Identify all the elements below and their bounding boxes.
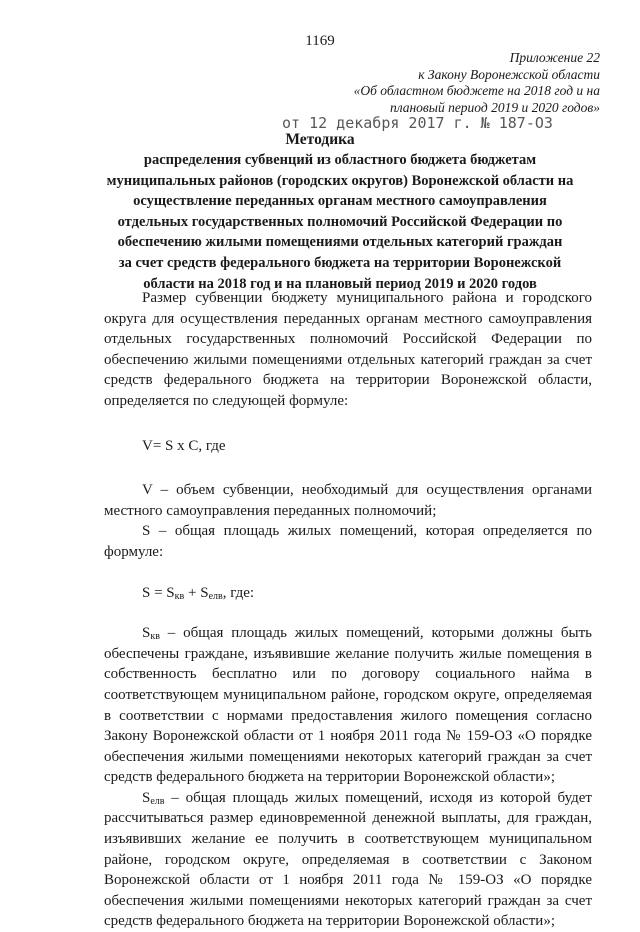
intro-paragraph: Размер субвенции бюджету муниципального района и городского округа для осуществления переданных органам местного самоуправления отдельных государственных полномочий Российской Федерации по обеспечению жилыми помещениями отдельных категорий граждан за счет средств федерального бюджета на территории Воронежской области, определяется по следующей формуле:	[104, 290, 592, 409]
v-definition: V – объем субвенции, необходимый для осуществления органами местного самоуправления переданных полномочий;	[104, 482, 592, 519]
subtitle-line: области на 2018 год и на плановый период 2019 и 2020 годов	[143, 275, 537, 292]
document-body	[104, 288, 592, 932]
law-date-stamp: от 12 декабря 2017 г. № 187-ОЗ	[282, 114, 553, 132]
skv-definition: $S_{кв}$ – общая площадь жилых помещений, которыми должны быть обеспечены граждане, изъявившие желание получить жилые помещения в собственность бесплатно или по договору социального найма в соответствующем муниципальном районе, городском округе, определяемая в соответствии с нормами предоставления жилого помещения согласно Закону Воронежской области от 1 ноября 2011 года № 159-ОЗ «О порядке обеспечения жилыми помещениями некоторых категорий граждан за счет средств федерального бюджета на территории Воронежской области»;	[104, 625, 592, 786]
appendix-line-1: Приложение 22	[509, 50, 600, 65]
subtitle-line: осуществление переданных органам местного самоуправления	[133, 193, 547, 210]
subtitle-line: муниципальных районов (городских округов) Воронежской области на	[106, 172, 574, 189]
appendix-header	[300, 50, 600, 116]
formula-s: $S = S_{кв} + S_{елв}$, где:	[142, 584, 255, 602]
document-subtitle	[70, 150, 610, 294]
formula-v: V= S x C, где	[142, 437, 226, 454]
subtitle-line: обеспечению жилыми помещениями отдельных категорий граждан	[117, 234, 563, 251]
subtitle-line: отдельных государственных полномочий Российской Федерации по	[117, 213, 563, 230]
appendix-line-4: плановый период 2019 и 2020 годов»	[389, 99, 600, 115]
document-title: Методика	[285, 131, 355, 148]
page-number: 1169	[305, 33, 335, 49]
selv-definition: $S_{елв}$ – общая площадь жилых помещений, исходя из которой будет рассчитываться размер единовременной денежной выплаты, для граждан, изъявивших желание ее получить в соответствующем муниципальном районе, городском округе, определяемая в соответствии с Законом Воронежской области от 1 ноября 2011 года № 159-ОЗ «О порядке обеспечения жилыми помещениями некоторых категорий граждан за счет средств федерального бюджета на территории Воронежской области»;	[104, 789, 592, 930]
appendix-line-3: «Об областном бюджете на 2018 год и на	[353, 83, 600, 98]
subtitle-line: распределения субвенций из областного бюджета бюджетам	[143, 152, 537, 168]
s-definition: S – общая площадь жилых помещений, которая определяется по формуле:	[104, 523, 592, 560]
subtitle-line: за счет средств федерального бюджета на территории Воронежской	[118, 254, 562, 271]
appendix-line-2: к Закону Воронежской области	[418, 66, 600, 82]
